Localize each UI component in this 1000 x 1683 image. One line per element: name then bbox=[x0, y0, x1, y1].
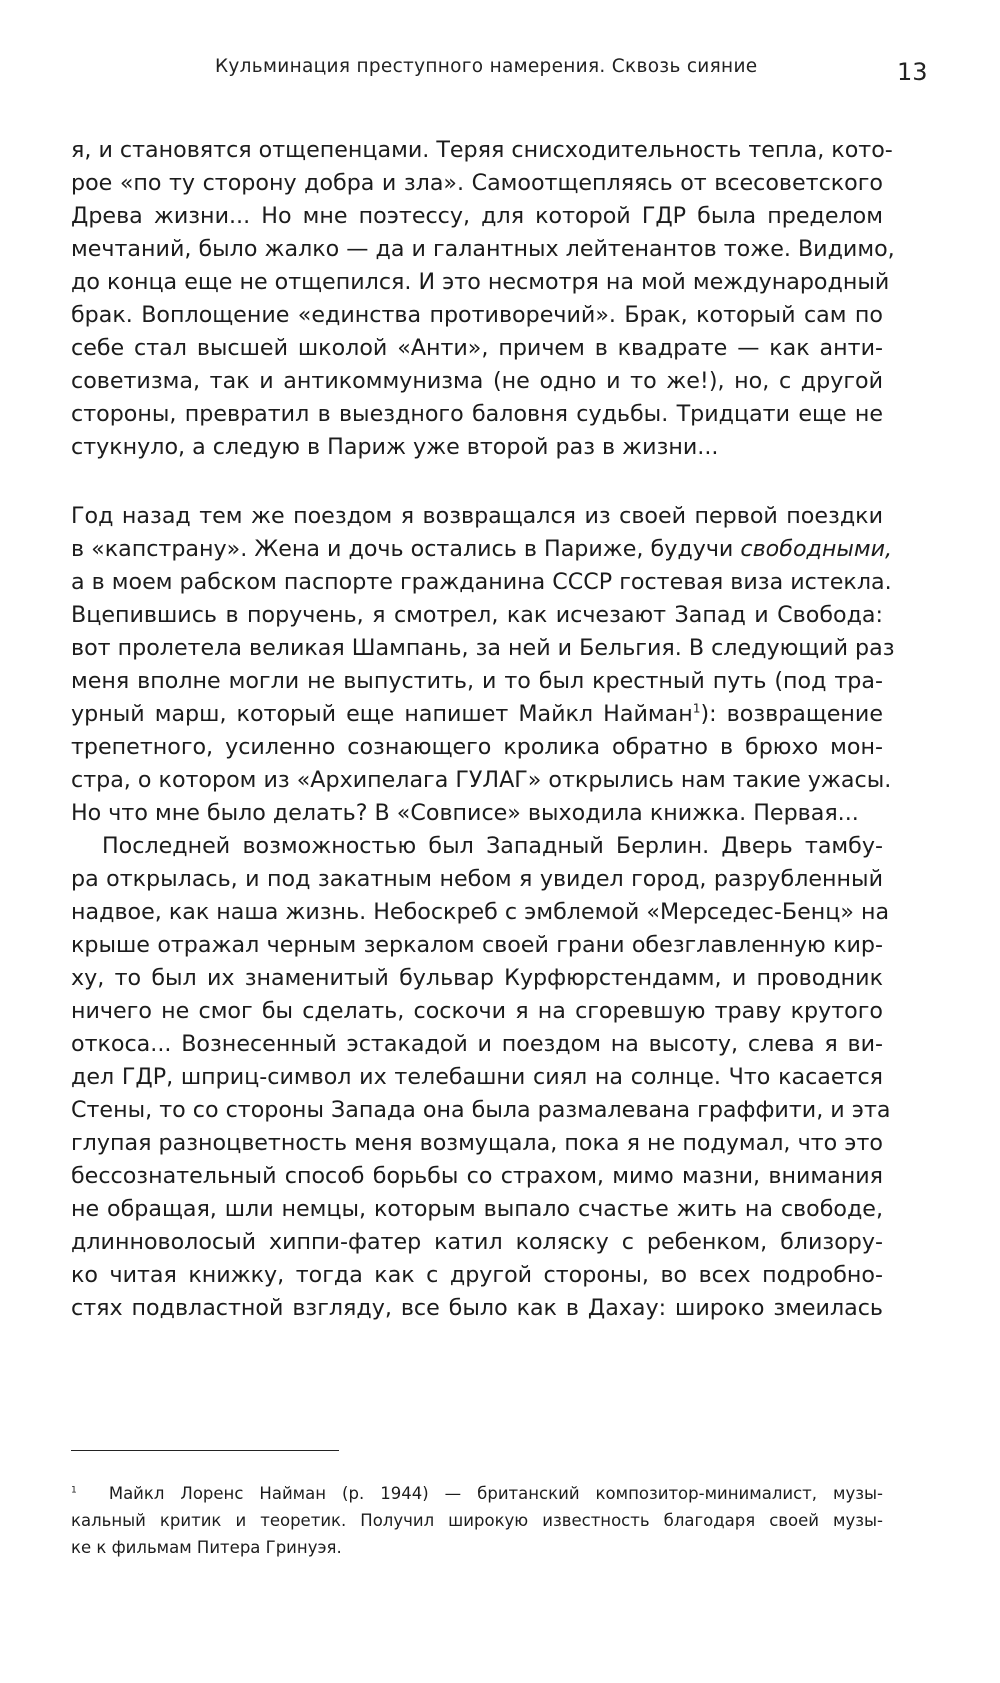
footnote-reference[interactable]: 1 bbox=[692, 701, 701, 716]
text-line bbox=[71, 698, 883, 731]
text-line: брак. Воплощение «единства противоречий». Брак, который сам по bbox=[71, 302, 883, 328]
footnote-divider bbox=[71, 1450, 339, 1451]
text-line bbox=[71, 533, 893, 566]
text-line: меня вполне могли не выпустить, и то был крестный путь (под тра- bbox=[71, 668, 883, 694]
text-line: я, и становятся отщепенцами. Теряя снисходительность тепла, кото- bbox=[71, 137, 893, 163]
page-number: 13 bbox=[897, 58, 928, 86]
footnote-line bbox=[71, 1480, 883, 1507]
text-run: Майкл Лоренс Найман (р. 1944) — британский композитор-минималист, музы- bbox=[108, 1484, 883, 1503]
text-line: Но что мне было делать? В «Совписе» выходила книжка. Первая... bbox=[71, 800, 859, 826]
text-line: рое «по ту сторону добра и зла». Самоотщепляясь от всесоветского bbox=[71, 170, 883, 196]
text-line: трепетного, усиленно сознающего кролика обратно в брюхо мон- bbox=[71, 734, 883, 760]
text-line: глупая разноцветность меня возмущала, пока я не подумал, что это bbox=[71, 1130, 883, 1156]
text-line: бессознательный способ борьбы со страхом, мимо мазни, внимания bbox=[71, 1163, 883, 1189]
text-line: дел ГДР, шприц-символ их телебашни сиял на солнце. Что касается bbox=[71, 1064, 883, 1090]
text-line: стях подвластной взгляду, все было как в Дахау: широко змеилась bbox=[71, 1295, 883, 1321]
text-line: а в моем рабском паспорте гражданина СССР гостевая виза истекла. bbox=[71, 569, 892, 595]
text-run: ): возвращение bbox=[700, 701, 883, 727]
footnote-marker: 1 bbox=[71, 1485, 77, 1496]
footnote-line: кальный критик и теоретик. Получил широкую известность благодаря своей музы- bbox=[71, 1511, 883, 1530]
text-line: себе стал высшей школой «Анти», причем в квадрате — как анти- bbox=[71, 335, 883, 361]
footnote-line: ке к фильмам Питера Гринуэя. bbox=[71, 1538, 342, 1557]
text-run: урный марш, который еще напишет Майкл Найман bbox=[71, 701, 693, 727]
running-header-title: Кульминация преступного намерения. Сквозь сияние bbox=[215, 56, 758, 77]
text-line: до конца еще не отщепился. И это несмотря на мой международный bbox=[71, 269, 890, 295]
text-line: стра, о котором из «Архипелага ГУЛАГ» открылись нам такие ужасы. bbox=[71, 767, 892, 793]
text-line: не обращая, шли немцы, которым выпало счастье жить на свободе, bbox=[71, 1196, 883, 1222]
text-line: вот пролетела великая Шампань, за ней и Бельгия. В следующий раз bbox=[71, 635, 895, 661]
text-line: Последней возможностью был Западный Берлин. Дверь тамбу- bbox=[102, 833, 883, 859]
text-line: ко читая книжку, тогда как с другой стороны, во всех подробно- bbox=[71, 1262, 883, 1288]
text-line: крыше отражал черным зеркалом своей грани обезглавленную кир- bbox=[71, 932, 883, 958]
text-line: Стены, то со стороны Запада она была размалевана граффити, и эта bbox=[71, 1097, 891, 1123]
text-line: мечтаний, было жалко — да и галантных лейтенантов тоже. Видимо, bbox=[71, 236, 895, 262]
text-line: длинноволосый хиппи-фатер катил коляску с ребенком, близору- bbox=[71, 1229, 883, 1255]
text-line: ничего не смог бы сделать, соскочи я на сгоревшую траву крутого bbox=[71, 998, 883, 1024]
text-line: стукнуло, а следую в Париж уже второй раз в жизни... bbox=[71, 434, 719, 460]
text-line: Вцепившись в поручень, я смотрел, как исчезают Запад и Свобода: bbox=[71, 602, 883, 628]
text-line: откоса... Вознесенный эстакадой и поездом на высоту, слева я ви- bbox=[71, 1031, 883, 1057]
text-line: Древа жизни... Но мне поэтессу, для которой ГДР была пределом bbox=[71, 203, 883, 229]
italic-word: свободными, bbox=[740, 536, 893, 562]
text-line: ху, то был их знаменитый бульвар Курфюрстендамм, и проводник bbox=[71, 965, 883, 991]
text-line: ра открылась, и под закатным небом я увидел город, разрубленный bbox=[71, 866, 883, 892]
text-run: в «капстрану». Жена и дочь остались в Париже, будучи bbox=[71, 536, 741, 562]
text-line: надвое, как наша жизнь. Небоскреб с эмблемой «Мерседес-Бенц» на bbox=[71, 899, 890, 925]
text-line: Год назад тем же поездом я возвращался из своей первой поездки bbox=[71, 503, 883, 529]
text-line: стороны, превратил в выездного баловня судьбы. Тридцати еще не bbox=[71, 401, 883, 427]
text-line: советизма, так и антикоммунизма (не одно и то же!), но, с другой bbox=[71, 368, 883, 394]
